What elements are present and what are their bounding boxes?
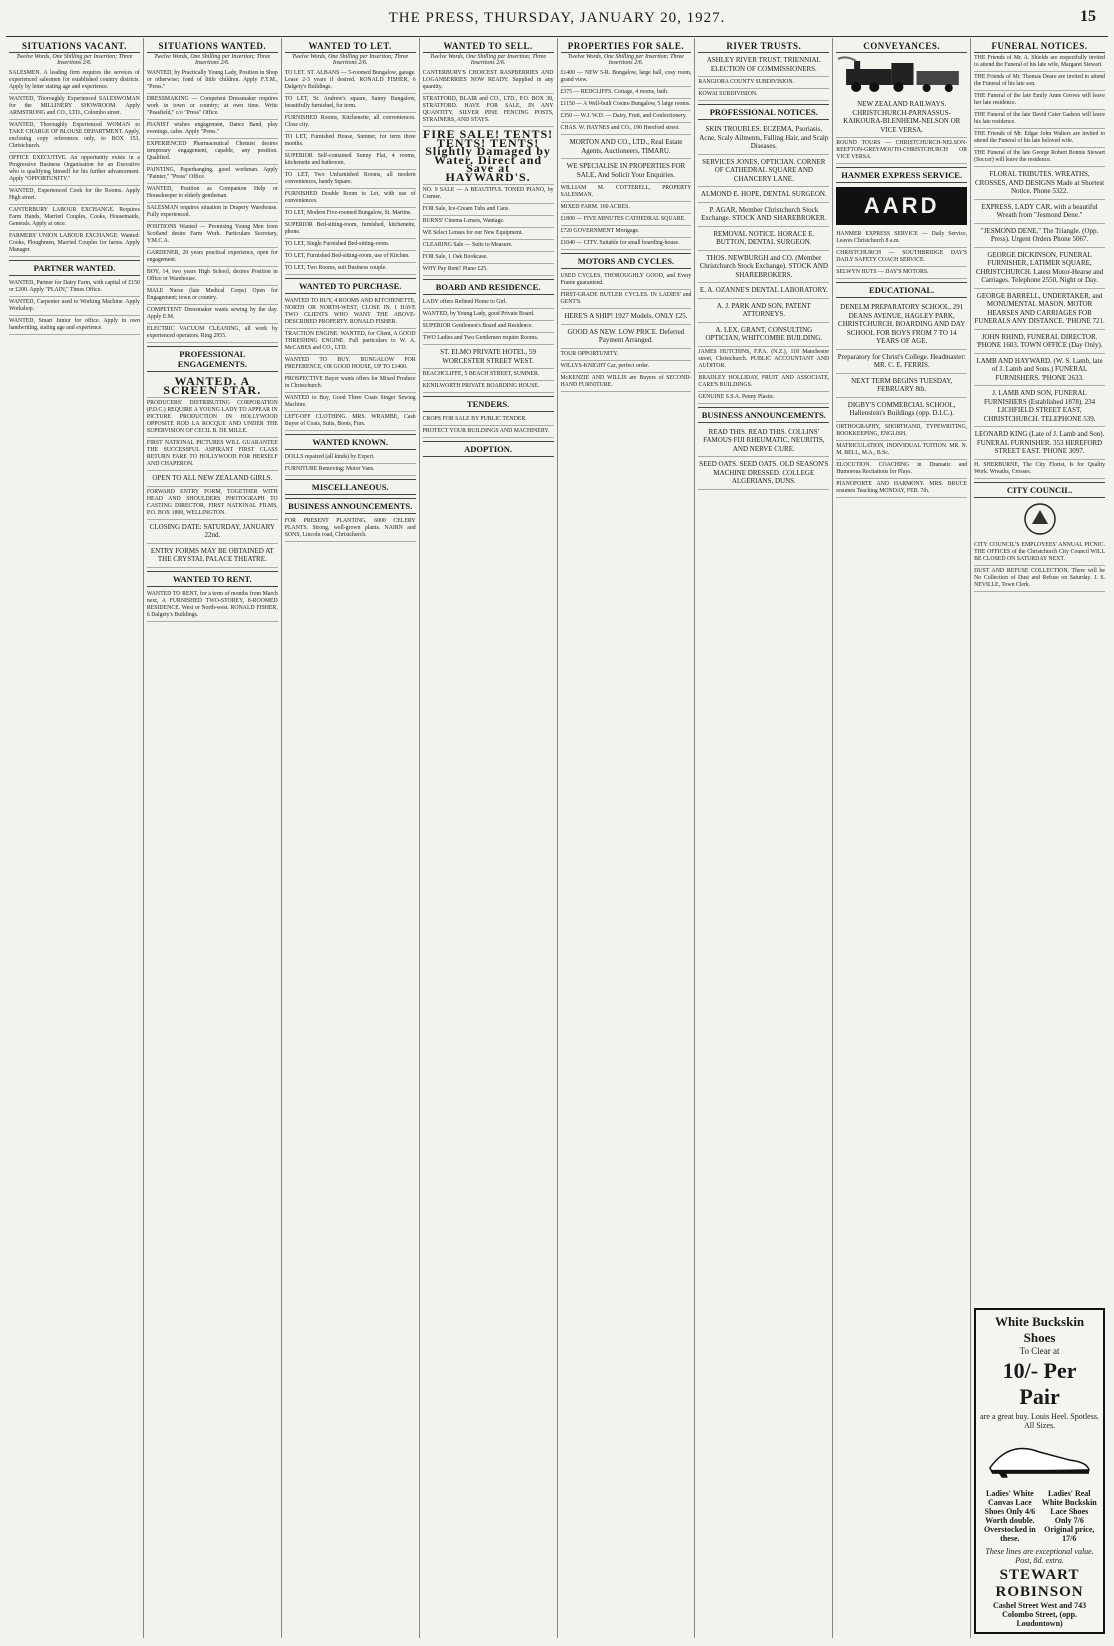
classified-ad: CROPS FOR SALE BY PUBLIC TENDER. bbox=[423, 414, 554, 426]
classified-ad: STRATFORD, BLAIR and CO., LTD., P.O. BOX 38, STRATFORD. HAVE FOR SALE, IN ANY QUANTITY, SILVER PINE FENCING POSTS, STRAINERS, AND STAYS. bbox=[423, 94, 554, 127]
classified-ad: TO LET, Two Unfurnished Rooms, all modern conveniences, handy Square. bbox=[285, 170, 416, 189]
classified-ad: PIANIST wishes engagement, Dance Band, play evenings, cafes. Apply "Press." bbox=[147, 120, 278, 139]
column-properties-for-sale bbox=[557, 38, 695, 1638]
screen-star-ad bbox=[147, 374, 278, 398]
classified-ad: P. AGAR, Member Christchurch Stock Exchange. STOCK AND SHAREBROKER. bbox=[698, 203, 829, 227]
classified-ad: THOS. NEWBURGH and CO. (Member Christchurch Stock Exchange). STOCK AND SHAREBROKERS. bbox=[698, 251, 829, 284]
classified-ad: WANTED TO RENT, for a term of months from March next, A FURNISHED TWO-STOREY, 8-ROOMED RESIDENCE. West or North-west. RONALD FISHER, 6 Dalgety's Buildings. bbox=[147, 589, 278, 622]
classified-ad: LEONARD KING (Late of J. Lamb and Son). FUNERAL FURNISHER. 353 HEREFORD STREET EAST. 'PHONE 3097. bbox=[974, 427, 1105, 460]
classified-ad: FOR Sale, 1 Oak Bookcase. bbox=[423, 252, 554, 264]
section-heading: CITY COUNCIL. bbox=[974, 482, 1105, 498]
classified-ad: BURNS' Cinema Lenses, Wantage. bbox=[423, 216, 554, 228]
classified-ad: TO LET, Furnished Bed-sitting-room, use of Kitchen. bbox=[285, 251, 416, 263]
classified-ad: FARMERS' UNION LABOUR EXCHANGE. Wanted: Cooks, Ploughmen, Married Couples for farms. Apply Manager. bbox=[9, 231, 140, 257]
classified-ad: RANGIORA COUNTY SUBDIVISION. bbox=[698, 77, 829, 89]
classified-ad: WANTED, by Practically Young Lady, Position in Shop or otherwise; fond of little children. Apply F.T.M., "Press." bbox=[147, 68, 278, 94]
column-wanted-to-sell bbox=[419, 38, 557, 1638]
section-heading: MOTORS AND CYCLES. bbox=[561, 253, 692, 269]
fire-sale-headline: FIRE SALE! TENTS! TENTS! TENTS! Slightly Damaged by Water. Direct and Save at HAYWARD'S. bbox=[422, 127, 554, 184]
column-heading: FUNERAL NOTICES. bbox=[974, 38, 1105, 53]
column-wanted-to-let bbox=[281, 38, 419, 1638]
fire-sale-ad bbox=[423, 127, 554, 185]
classified-ad: WANTED TO BUY, 4 ROOMS AND KITCHENETTE, NORTH OR NORTH-WEST, CLOSE IN. I HAVE TWO CLIENTS WHO WANT THE ABOVE-DESCRIBED PROPERTY. RONALD FISHER. bbox=[285, 296, 416, 329]
classified-ad: TOUR OPPORTUNITY. bbox=[561, 349, 692, 361]
screen-star-headline: WANTED. A SCREEN STAR. bbox=[163, 374, 262, 397]
classified-ad: NO. 9 SALE — A BEAUTIFUL TONED PIANO, by Cramer. bbox=[423, 185, 554, 204]
classified-ad: ELECTRIC VACUUM CLEANING, all work by experienced operators. Ring 2955. bbox=[147, 324, 278, 343]
section-heading: HANMER EXPRESS SERVICE. bbox=[836, 167, 967, 183]
classified-ad: ORTHOGRAPHY, SHORTHAND, TYPEWRITING, BOOKKEEPING, ENGLISH. bbox=[836, 422, 967, 441]
masthead-rule bbox=[6, 36, 1108, 37]
classified-ad: ASHLEY RIVER TRUST. TRIENNIAL ELECTION OF COMMISSIONERS. bbox=[698, 53, 829, 77]
classified-ad: THE Friends of Mr. Edgar John Walters are invited to attend the Funeral of his late beloved wife. bbox=[974, 129, 1105, 148]
classified-ad: OPEN TO ALL NEW ZEALAND GIRLS. bbox=[147, 471, 278, 487]
section-heading: PARTNER WANTED. bbox=[9, 260, 140, 276]
classified-ad: WILLIAM M. COTTERELL, PROPERTY SALESMAN. bbox=[561, 183, 692, 202]
classified-ad: TRACTION ENGINE. WANTED, for Client, A GOOD THRESHING ENGINE. Full particulars to W. A. McCABES and CO., LTD. bbox=[285, 329, 416, 355]
classified-ad: KOWAI SUBDIVISION. bbox=[698, 89, 829, 101]
classified-ad: TO LET, Furnished House, Sumner, for term three months. bbox=[285, 132, 416, 151]
classified-ad: FOR Sale, Ice-Cream Tubs and Cans. bbox=[423, 204, 554, 216]
classified-ad: FIRST-GRADE BUTLER CYCLES. IN LADIES' and GENT'S. bbox=[561, 290, 692, 309]
classified-ad: £1800 — FIVE MINUTES CATHEDRAL SQUARE. bbox=[561, 214, 692, 226]
section-heading: MISCELLANEOUS. bbox=[285, 479, 416, 495]
classified-ad: A. J. PARK AND SON, PATENT ATTORNEYS. bbox=[698, 299, 829, 323]
classified-ad: FURNISHED Rooms, Kitchenette, all conveniences. Close city. bbox=[285, 113, 416, 132]
classified-ad: WANTED to Buy, Good Three Coats Singer Sewing Machine. bbox=[285, 393, 416, 412]
classified-ad: HERE'S A SHIP! 1927 Models. ONLY £25. bbox=[561, 309, 692, 325]
classified-ad: WANTED TO BUY. BUNGALOW FOR PREFERENCE, OR GOOD HOUSE, UP TO £1400. bbox=[285, 355, 416, 374]
column-rates: Twelve Words, One Shilling per Insertion; Three Insertions 2/6. bbox=[154, 54, 271, 66]
classified-ad: BEACHCLIFFE, 5 BEACH STREET, SUMNER. bbox=[423, 369, 554, 381]
section-heading: WANTED TO RENT. bbox=[147, 571, 278, 587]
masthead bbox=[0, 0, 1114, 36]
column-rates: Twelve Words, One Shilling per Insertion; Three Insertions 2/6. bbox=[16, 54, 133, 66]
classified-ad: PRODUCERS' DISTRIBUTING CORPORATION (P.D.C.) REQUIRE A YOUNG LADY TO APPEAR IN PICTURE PRODUCTION IN HOLLYWOOD OPPOSITE ROD LA ROCQUE AND UNDER THE SUPERVISION OF CECIL B. DE MILLE. bbox=[147, 398, 278, 438]
classified-ad: McKENZIE AND WILLIS are Buyers of SECOND-HAND FURNITURE. bbox=[561, 373, 692, 392]
column-conveyances bbox=[832, 38, 970, 1638]
classified-ad: THE Funeral of the late George Robert Bonnie Stewart (Soccer) will leave the residence. bbox=[974, 148, 1105, 167]
classified-ad: NEXT TERM BEGINS TUESDAY, FEBRUARY 8th. bbox=[836, 374, 967, 398]
classified-ad: TO LET. ST. ALBANS — 5-roomed Bungalow, garage. Lease 2-3 years if desired. RONALD FISHER, 6 Dalgety's Buildings. bbox=[285, 68, 416, 94]
classified-ad: CHAS. W. HAYNES and CO., 190 Hereford street. bbox=[561, 123, 692, 135]
shoe-ad-brand: STEWART ROBINSON bbox=[995, 1567, 1084, 1600]
classified-ad: MATRICULATION, INDIVIDUAL TUITION. MR. N. M. BELL, M.A., B.Sc. bbox=[836, 441, 967, 460]
page-number: 15 bbox=[1080, 8, 1096, 25]
column-heading: SITUATIONS VACANT. bbox=[9, 38, 140, 53]
classified-ad: MALE Nurse (late Medical Corps) Open for Engagement; town or country. bbox=[147, 286, 278, 305]
classified-ad: OFFICE EXECUTIVE. An opportunity exists in a Progressive Business Organisation for an Executive who is qualifying himself for his further advancement. Apply "OPPORTUNITY." bbox=[9, 153, 140, 186]
classified-ad: DUST AND REFUSE COLLECTION. There will be No Collection of Dust and Refuse on Saturday. J. S. NEVILLE, Town Clerk. bbox=[974, 566, 1105, 592]
classified-ad: THE Friends of Mr. A. Shields are respectfully invited to attend the Funeral of his late wife, Margaret Stewart. bbox=[974, 53, 1105, 72]
section-heading: EDUCATIONAL. bbox=[836, 282, 967, 298]
classified-ad: A. LEX. GRANT, CONSULTING OPTICIAN, WHITCOMBE BUILDING. bbox=[698, 323, 829, 347]
shoe-ad-title: White Buckskin Shoes bbox=[994, 1314, 1085, 1345]
classified-ad: "JESMOND DENE," The Triangle. (Opp. Press). Urgent Orders Phone 5067. bbox=[974, 224, 1105, 248]
column-rates: Twelve Words, One Shilling per Insertion; Three Insertions 2/6. bbox=[567, 54, 684, 66]
classified-ad: LADY offers Refined Home to Girl. bbox=[423, 297, 554, 309]
classified-ad: TO LET, St. Andrew's square, Sunny Bungalow, beautifully furnished, for term. bbox=[285, 94, 416, 113]
classified-ad: CHRISTCHURCH — SOUTHBRIDGE DAY'S DAILY SAFETY COACH SERVICE. bbox=[836, 248, 967, 267]
city-seal-icon bbox=[1023, 502, 1057, 536]
classified-ad: READ THIS. READ THIS. COLLINS' FAMOUS FIJI RHEUMATIC, NEURITIS, AND NERVE CURE. bbox=[698, 425, 829, 458]
shoe-ad-footer: These lines are exceptional value. Post, 8d. extra. bbox=[985, 1547, 1094, 1565]
section-heading: TENDERS. bbox=[423, 396, 554, 412]
classified-ad: SALESMEN. A leading firm requires the services of experienced salesmen for established country districts. Apply by letter stating age and experience. bbox=[9, 68, 140, 94]
shoe-advertisement bbox=[974, 1308, 1105, 1634]
classified-ad: KENILWORTH PRIVATE BOARDING HOUSE. bbox=[423, 381, 554, 393]
column-heading: WANTED TO LET. bbox=[285, 38, 416, 53]
classified-ad: PIANOFORTE AND HARMONY. MRS. BRUCE resumes Teaching MONDAY, FEB. 7th. bbox=[836, 479, 967, 498]
shoe-ad-desc: are a great buy. Louis Heel. Spotless. All Sizes. bbox=[980, 1412, 1099, 1430]
section-heading: BOARD AND RESIDENCE. bbox=[423, 279, 554, 295]
classified-ad: REMOVAL NOTICE. HORACE E. BUTTON, DENTAL SURGEON. bbox=[698, 227, 829, 251]
classified-ad: CITY COUNCIL'S EMPLOYEES' ANNUAL PICNIC. THE OFFICES of the Christchurch City Council WILL BE CLOSED ON SATURDAY NEXT. bbox=[974, 540, 1105, 566]
classified-ad: ST. ELMO PRIVATE HOTEL, 59 WORCESTER STREET WEST. bbox=[423, 345, 554, 369]
shoe-ad-lead: To Clear at bbox=[1019, 1346, 1060, 1356]
classified-ad: £1150 — A Well-built Cosino Bungalow, 5 large rooms. bbox=[561, 99, 692, 111]
shoe-offer-canvas: Ladies' White Canvas Lace Shoes Only 4/6 Worth double. Overstocked in these. bbox=[983, 1489, 1036, 1543]
classified-ad: SUPERIOR Bed-sitting-room, furnished, kitchenette, phone. bbox=[285, 220, 416, 239]
column-heading: CONVEYANCES. bbox=[836, 38, 967, 53]
classified-ad: WANTED, Experienced Cook for the Rooms. Apply High street. bbox=[9, 186, 140, 205]
page-columns bbox=[6, 38, 1108, 1638]
classified-ad: WE Select Lenses for our New Equipment. bbox=[423, 228, 554, 240]
classified-ad: JAMES HUTCHINS, F.P.A. (N.Z.), 118 Manchester street, Christchurch. PUBLIC ACCOUNTANT AND AUDITOR. bbox=[698, 347, 829, 373]
classified-ad: SKIN TROUBLES. ECZEMA, Psoriasis, Acne, Scaly Ailments, Falling Hair, and Scalp Diseases. bbox=[698, 122, 829, 155]
classified-ad: £1400 — NEW 5-R. Bungalow, large hall, cosy room, grand view. bbox=[561, 68, 692, 87]
classified-ad: SUPERIOR Gentlemen's Board and Residence. bbox=[423, 321, 554, 333]
classified-ad: EXPRESS, LADY CAR, with a beautiful Wreath from "Jesmond Dene." bbox=[974, 200, 1105, 224]
classified-ad: ENTRY FORMS MAY BE OBTAINED AT THE CRYSTAL PALACE THEATRE. bbox=[147, 544, 278, 568]
classified-ad: J. LAMB AND SON, FUNERAL FURNISHERS (Established 1878). 234 LICHFIELD STREET EAST, CHRISTCHURCH. TELEPHONE 539. bbox=[974, 386, 1105, 427]
classified-ad: H. SHERBURNE, The City Florist, Is for Quality Work. Wreaths, Crosses. bbox=[974, 460, 1105, 479]
classified-ad: WILLYS-KNIGHT Car, perfect order. bbox=[561, 361, 692, 373]
classified-ad: DOLLS repaired (all kinds) by Expert. bbox=[285, 452, 416, 464]
shoe-illustration-icon bbox=[980, 1430, 1099, 1480]
classified-ad: FIRST NATIONAL PICTURES WILL GUARANTEE THE SUCCESSFUL ASPIRANT FIRST CLASS RETURN FARE TO HOLLYWOOD FOR HERSELF AND CHAPERON. bbox=[147, 438, 278, 471]
locomotive-icon bbox=[836, 55, 967, 95]
classified-ad: PROSPECTIVE Buyer wants offers for Mixed Produce in Christchurch. bbox=[285, 374, 416, 393]
shoe-ad-offers bbox=[980, 1489, 1099, 1543]
classified-ad: CANTERBURY LABOUR EXCHANGE. Requires Farm Hands, Married Couples, Cooks, Housemaids, Generals. Apply at once. bbox=[9, 205, 140, 231]
classified-ad: CLOSING DATE: SATURDAY, JANUARY 22nd. bbox=[147, 520, 278, 544]
classified-ad: WANTED, Position as Companion Help or Housekeeper to elderly gentleman. bbox=[147, 184, 278, 203]
section-heading: ADOPTION. bbox=[423, 441, 554, 457]
classified-ad: WHY Pay Rent? Piano £25. bbox=[423, 264, 554, 276]
classified-ad: PAINTING, Paperhanging, good workman. Apply "Painter," "Press" Office. bbox=[147, 165, 278, 184]
classified-ad: NEW ZEALAND RAILWAYS. CHRISTCHURCH-PARNASSUS-KAIKOURA-BLENHEIM-NELSON OR VICE VERSA. bbox=[836, 97, 967, 138]
classified-ad: FLORAL TRIBUTES. WREATHS, CROSSES, AND DESIGNS Made at Shortest Notice. Phone 5322. bbox=[974, 167, 1105, 200]
classified-ad: £375 — REDCLIFFS. Cottage, 4 rooms, bath. bbox=[561, 87, 692, 99]
classified-ad: FORWARD ENTRY FORM, TOGETHER WITH HEAD AND SHOULDERS PHOTOGRAPH TO CASTING DIRECTOR, FIRST NATIONAL FILMS, P.O. BOX 1800, WELLINGTON. bbox=[147, 487, 278, 520]
classified-ad: BRADLEY HOLLIDAY, FRUIT AND ASSOCIATE, CARE'S BUILDINGS. bbox=[698, 373, 829, 392]
classified-ad: £1040 — CITY. Suitable for small boarding-house. bbox=[561, 238, 692, 250]
section-heading: WANTED TO PURCHASE. bbox=[285, 278, 416, 294]
section-heading: WANTED KNOWN. bbox=[285, 434, 416, 450]
classified-ad: DIGBY'S COMMERCIAL SCHOOL, Hallenstein's Buildings (opp. D.I.C.). bbox=[836, 398, 967, 422]
section-heading: PROFESSIONAL NOTICES. bbox=[698, 104, 829, 120]
column-heading: RIVER TRUSTS. bbox=[698, 38, 829, 53]
classified-ad: TO LET, Two Rooms, suit Business couple. bbox=[285, 263, 416, 275]
classified-ad: GARDENER, 20 years practical experience, open for engagement. bbox=[147, 248, 278, 267]
classified-ad: WANTED, Smart Junior for office. Apply in own handwriting, stating age and experience. bbox=[9, 316, 140, 335]
newspaper-title: THE PRESS, THURSDAY, JANUARY 20, 1927. bbox=[388, 9, 726, 26]
classified-ad: SELWYN HUTS — DAY'S MOTORS. bbox=[836, 267, 967, 279]
classified-ad: WANTED, by Young Lady, good Private Board. bbox=[423, 309, 554, 321]
column-funeral-notices bbox=[970, 38, 1108, 1638]
train-illustration bbox=[836, 55, 967, 95]
classified-ad: SEED OATS. SEED OATS. OLD SEASON'S MACHINE DRESSED. COLLEGE ALGERIANS, DUNS. bbox=[698, 457, 829, 490]
classified-ad: FURNISHED Double Room to Let, with use of conveniences. bbox=[285, 189, 416, 208]
classified-ad: USED CYCLES, THOROUGHLY GOOD, and Every Frame guaranteed. bbox=[561, 271, 692, 290]
classified-ad: GEORGE BARRELL, UNDERTAKER, and MONUMENTAL MASON. MOTOR HEARSES AND CARRIAGES FOR FUNERALS ANY DISTANCE. 'PHONE 721. bbox=[974, 289, 1105, 330]
column-situations-wanted bbox=[143, 38, 281, 1638]
classified-ad: DENELM PREPARATORY SCHOOL, 291 DEANS AVENUE, HAGLEY PARK, CHRISTCHURCH. BOARDING AND DAY SCHOOL FOR BOYS FROM 7 TO 14 YEARS OF AGE. bbox=[836, 300, 967, 350]
classified-ad: SERVICES JONES, OPTICIAN. CORNER OF CATHEDRAL SQUARE AND CHANCERY LANE. bbox=[698, 155, 829, 188]
classified-ad: WANTED, Partner for Dairy Farm, with capital of £150 or £200. Apply "PLAIN," Times Office. bbox=[9, 278, 140, 297]
column-heading: SITUATIONS WANTED. bbox=[147, 38, 278, 53]
classified-ad: SALESMAN requires situation in Drapery Warehouse. Fully experienced. bbox=[147, 203, 278, 222]
column-situations-vacant bbox=[6, 38, 143, 1638]
classified-ad: GENUINE S.S.A. Penny Plastic. bbox=[698, 392, 829, 404]
classified-ad: THE Friends of Mr. Thomas Deare are invited to attend the Funeral of his late son. bbox=[974, 72, 1105, 91]
classified-ad: EXPERIENCED Pharmaceutical Chemist desires temporary engagement, capable, any position. Qualified. bbox=[147, 139, 278, 165]
classified-ad: WANTED, Thoroughly Experienced WOMAN to TAKE CHARGE OF BLOUSE DEPARTMENT. Apply, enclosing copy references only, to BOX 153, Christchurch. bbox=[9, 120, 140, 153]
classified-ad: MIXED FARM. 160 ACRES. bbox=[561, 202, 692, 214]
classified-ad: JOHN RHIND, FUNERAL DIRECTOR. 'PHONE 1603. TOWN OFFICE (Day Only). bbox=[974, 330, 1105, 354]
classified-ad: LEFT-OFF CLOTHING. MRS. WRAMBE, Cash Buyer of Coats, Suits, Boots, Furs. bbox=[285, 412, 416, 431]
classified-ad: BOY, 14, two years High School, desires Position in Office or Warehouse. bbox=[147, 267, 278, 286]
classified-ad: ROUND TOURS — CHRISTCHURCH-NELSON-REEFTON-GREYMOUTH-CHRISTCHURCH OR VICE VERSA. bbox=[836, 138, 967, 164]
shoe-ad-price: 10/- Per Pair bbox=[1002, 1358, 1077, 1409]
classified-ad: WANTED, Carpenter used to Working Machine. Apply Workshop. bbox=[9, 297, 140, 316]
classified-ad: THE Funeral of the late David Cater Gadson will leave his late residence. bbox=[974, 110, 1105, 129]
classified-ad: CANTERBURY'S CHOICEST RASPBERRIES AND LOGANBERRIES NOW READY. Supplied in any quantity. bbox=[423, 68, 554, 94]
classified-ad: Preparatory for Christ's College. Headmaster: MR. C. E. FERRIS. bbox=[836, 350, 967, 374]
classified-ad: GEORGE DICKINSON, FUNERAL FURNISHER, LATIMER SQUARE, CHRISTCHURCH. Latest Motor-Hearse and Carriages. Telephone 2550, Night or Day. bbox=[974, 248, 1105, 289]
classified-ad: ELOCUTION. COACHING in Dramatic and Humorous Recitations for Plays. bbox=[836, 460, 967, 479]
classified-ad: SUPERIOR Self-contained Sunny Flat, 4 rooms, kitchenette and bathroom. bbox=[285, 151, 416, 170]
classified-ad: DRESSMAKING — Competent Dressmaker requires work in town or country; at own time. Write "Peasfield," c/o "Press" Office. bbox=[147, 94, 278, 120]
classified-ad: GOOD AS NEW. LOW PRICE. Deferred Payment Arranged. bbox=[561, 325, 692, 349]
column-rates: Twelve Words, One Shilling per Insertion; Three Insertions 2/6. bbox=[292, 54, 409, 66]
classified-ad: £720 GOVERNMENT Mortgage. bbox=[561, 226, 692, 238]
section-heading: PROFESSIONAL ENGAGEMENTS. bbox=[147, 346, 278, 372]
column-river-trusts bbox=[694, 38, 832, 1638]
shoe-ad-address: Cashel Street West and 743 Colombo Street, (opp. Loudontown) bbox=[993, 1601, 1087, 1628]
classified-ad: MORTON AND CO., LTD., Real Estate Agents, Auctioneers, TIMARU. bbox=[561, 135, 692, 159]
classified-ad: WE SPECIALISE IN PROPERTIES FOR SALE, And Solicit Your Enquiries. bbox=[561, 159, 692, 183]
classified-ad: THE Funeral of the late Emily Anne Groves will leave her late residence. bbox=[974, 91, 1105, 110]
classified-ad: CLEARING Sale — Suits to Measure. bbox=[423, 240, 554, 252]
aard-logo: AARD bbox=[836, 187, 967, 225]
classified-ad: £350 — W.J. W.D. — Dairy, Fruit, and Confectionery. bbox=[561, 111, 692, 123]
classified-ad: WANTED, Thoroughly Experienced SALESWOMAN for the MILLINERY SHOWROOM. Apply ARMSTRONG and CO., LTD., Colombo street. bbox=[9, 94, 140, 120]
section-heading: BUSINESS ANNOUNCEMENTS. bbox=[285, 498, 416, 514]
classified-ad: POSITIONS Wanted — Promising Young Men from Scotland desire Farm Work. Particulars Secretary, Y.M.C.A. bbox=[147, 222, 278, 248]
column-heading: PROPERTIES FOR SALE. bbox=[561, 38, 692, 53]
column-rates: Twelve Words, One Shilling per Insertion; Three Insertions 2/6. bbox=[430, 54, 547, 66]
section-heading: BUSINESS ANNOUNCEMENTS. bbox=[698, 407, 829, 423]
classified-ad: E. A. OZANNE'S DENTAL LABORATORY. bbox=[698, 283, 829, 299]
classified-ad: TO LET, Modern Five-roomed Bungalow, St. Martins. bbox=[285, 208, 416, 220]
classified-ad: ALMOND E. HOPE, DENTAL SURGEON. bbox=[698, 187, 829, 203]
classified-ad: HANMER EXPRESS SERVICE — Daily Service, Leaves Christchurch 8 a.m. bbox=[836, 229, 967, 248]
column-heading: WANTED TO SELL. bbox=[423, 38, 554, 53]
classified-ad: TO LET, Single Furnished Bed-sitting-room. bbox=[285, 239, 416, 251]
classified-ad: PROTECT YOUR BUILDINGS AND MACHINERY. bbox=[423, 426, 554, 438]
classified-ad: LAMB AND HAYWARD. (W. S. Lamb, late of J. Lamb and Sons.) FUNERAL FURNISHERS. 'PHONE 2633. bbox=[974, 354, 1105, 387]
shoe-offer-buckskin: Ladies' Real White Buckskin Lace Shoes Only 7/6 Original price, 17/6 bbox=[1041, 1489, 1097, 1543]
classified-ad: COMPETENT Dressmaker wants sewing by the day. Apply E.M. bbox=[147, 305, 278, 324]
classified-ad: FOR PRESENT PLANTING. 6000 CELERY PLANTS. Strong, well-grown plants. NAIRN and SONS, Lincoln road, Christchurch. bbox=[285, 516, 416, 542]
classified-ad: TWO Ladies and Two Gentlemen require Rooms. bbox=[423, 333, 554, 345]
classified-ad: FURNITURE Removing; Motor Vans. bbox=[285, 464, 416, 476]
